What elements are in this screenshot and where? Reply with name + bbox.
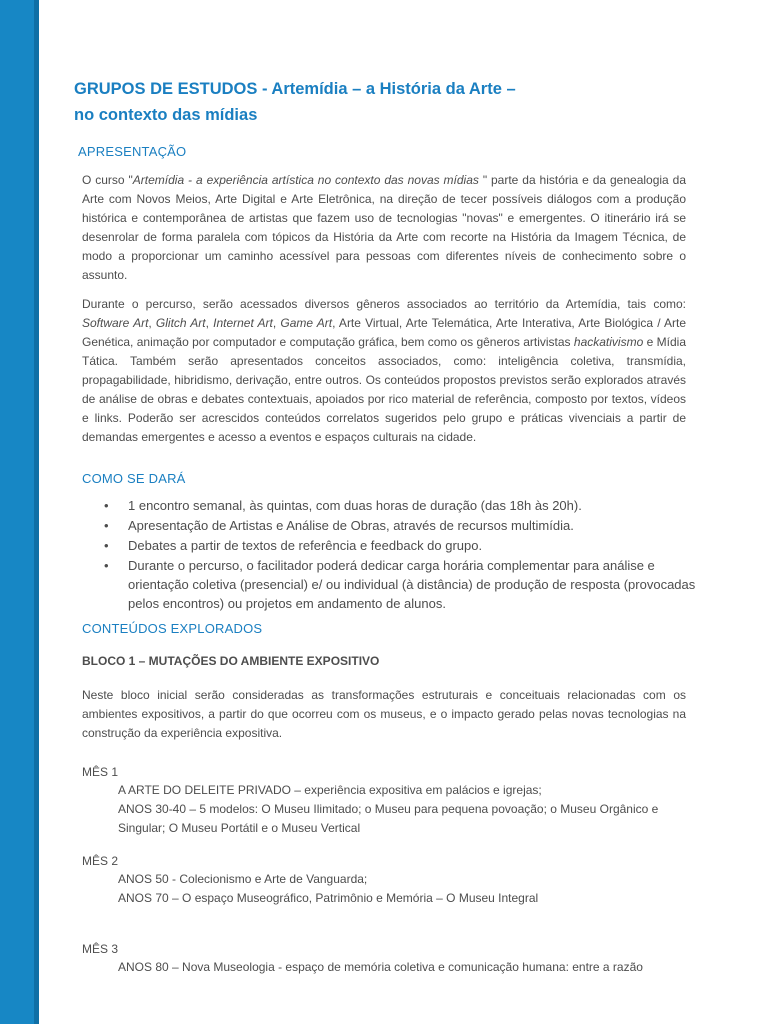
apresentacao-paragraph-1: O curso "Artemídia - a experiência artística no contexto das novas mídias " parte da história e da genealogia da Arte com Novos Meios, Arte Digital e Arte Eletrônica, na direção de tecer possíveis diálogos com a produção histórica e contemporânea de artistas que fazem uso de tecnologias "novas" e emergentes. O itinerário irá se desenrolar de forma paralela com tópicos da História da Arte com recorte na História da Imagem Técnica, de modo a proporcionar um caminho acessível para pessoas com diferentes níveis de conhecimento sobre o assunto. (82, 173, 687, 282)
section-heading-como-se-dara: COMO SE DARÁ (82, 471, 186, 486)
block-1-title: BLOCO 1 – MUTAÇÕES DO AMBIENTE EXPOSITIVO (82, 654, 380, 668)
month-1-item: ANOS 30-40 – 5 modelos: O Museu Ilimitado; o Museu para pequena povoação; o Museu Orgânico e Singular; O Museu Portátil e o Museu Vertical (118, 802, 659, 835)
block-1-paragraph: Neste bloco inicial serão consideradas as transformações estruturais e conceituais relacionadas com os ambientes expositivos, a partir do que ocorreu com os museus, e o impacto gerado pelas novas tecnologias na construção da experiência expositiva. (82, 688, 686, 740)
month-3-item: ANOS 80 – Nova Museologia - espaço de memória coletiva e comunicação humana: entre a razão (118, 960, 643, 974)
list-item: • Apresentação de Artistas e Análise de Obras, através de recursos multimídia. (128, 516, 708, 535)
title-line-2: no contexto das mídias (74, 106, 258, 124)
sidebar-accent-edge (34, 0, 39, 1024)
month-3-label: MÊS 3 (82, 942, 119, 956)
list-item: • Durante o percurso, o facilitador poderá dedicar carga horária complementar para análise e orientação coletiva (presencial) e/ ou individual (à distância) de produção de resposta (provocadas pelos encontros) ou projetos em andamento de alunos. (128, 556, 708, 613)
list-item: • 1 encontro semanal, às quintas, com duas horas de duração (das 18h às 20h). (128, 496, 708, 515)
list-item: • Debates a partir de textos de referência e feedback do grupo. (128, 536, 708, 555)
apresentacao-paragraph-2: Durante o percurso, serão acessados diversos gêneros associados ao território da Artemídia, tais como: Software Art, Glitch Art, Internet Art, Game Art, Arte Virtual, Arte Telemática, Arte Interativa, Arte Biológica / Arte Genética, animação por computador e computação gráfica, bem como os gêneros artivistas hackativismo e Mídia Tática. Também serão apresentados conceitos associados, como: inteligência coletiva, transmídia, propagabilidade, hibridismo, derivação, entre outros. Os conteúdos propostos previstos serão explorados através de análise de obras e debates contextuais, apoiados por rico material de referência, composto por textos, vídeos e links. Poderão ser acrescidos conteúdos correlatos sugeridos pelo grupo e práticas vivenciais a partir de demandas emergentes e acesso a eventos e espaços culturais na cidade. (82, 297, 687, 444)
document-page (74, 76, 708, 977)
sidebar-accent-bar (0, 0, 34, 1024)
month-2-item: ANOS 50 - Colecionismo e Arte de Vanguarda; (118, 872, 368, 886)
month-1-label: MÊS 1 (82, 765, 119, 779)
title-line-1: GRUPOS DE ESTUDOS - Artemídia – a História da Arte – (74, 80, 516, 98)
section-heading-conteudos: CONTEÚDOS EXPLORADOS (82, 621, 263, 636)
como-bullet-list (128, 496, 708, 613)
month-2-item: ANOS 70 – O espaço Museográfico, Patrimônio e Memória – O Museu Integral (118, 891, 539, 905)
document-title (74, 76, 708, 128)
month-1-item: A ARTE DO DELEITE PRIVADO – experiência expositiva em palácios e igrejas; (118, 783, 542, 797)
section-heading-apresentacao: APRESENTAÇÃO (78, 144, 187, 159)
month-2-label: MÊS 2 (82, 854, 119, 868)
